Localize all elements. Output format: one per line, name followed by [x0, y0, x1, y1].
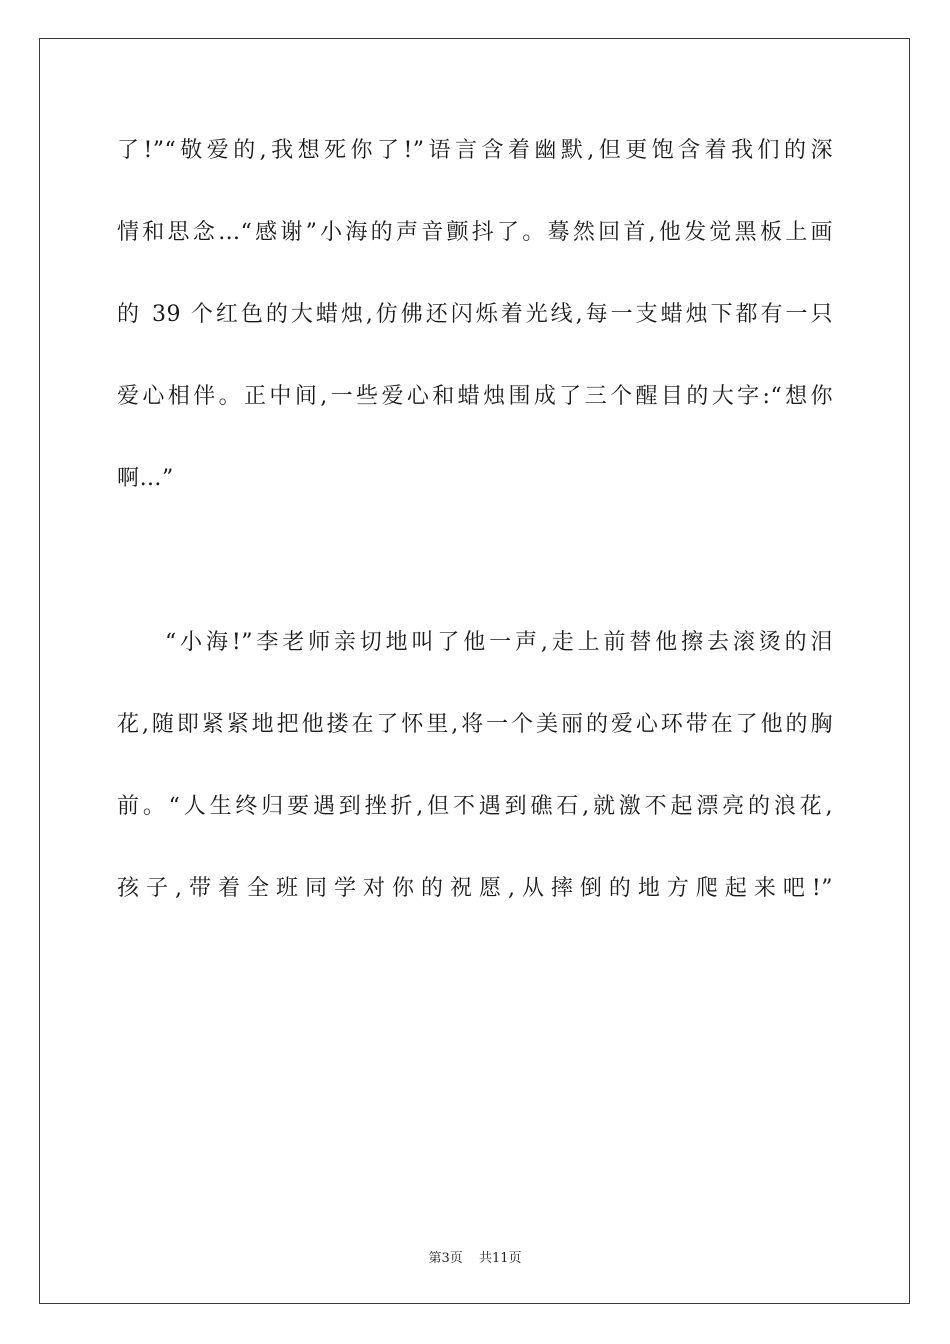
page-footer	[0, 1247, 950, 1266]
text-line: “小海!”李老师亲切地叫了他一声,走上前替他擦去滚烫的泪	[165, 630, 833, 655]
text-line: 孩子,带着全班同学对你的祝愿,从摔倒的地方爬起来吧!”	[117, 876, 833, 901]
blank-line	[117, 520, 833, 602]
page-total: 共11页	[478, 1251, 522, 1266]
text-line: 了!”“敬爱的,我想死你了!”语言含着幽默,但更饱含着我们的深	[117, 138, 833, 163]
text-line: 啊…”	[117, 466, 174, 491]
text-line: 前。“人生终归要遇到挫折,但不遇到礁石,就激不起漂亮的浪花,	[117, 794, 833, 819]
body-text	[117, 110, 833, 930]
text-line: 情和思念…“感谢”小海的声音颤抖了。蓦然回首,他发觉黑板上画	[117, 220, 833, 245]
text-line: 花,随即紧紧地把他搂在了怀里,将一个美丽的爱心环带在了他的胸	[117, 712, 833, 737]
page-number: 第3页	[428, 1251, 463, 1266]
text-line: 的 39 个红色的大蜡烛,仿佛还闪烁着光线,每一支蜡烛下都有一只	[117, 302, 833, 327]
text-line: 爱心相伴。正中间,一些爱心和蜡烛围成了三个醒目的大字:“想你	[117, 384, 833, 409]
